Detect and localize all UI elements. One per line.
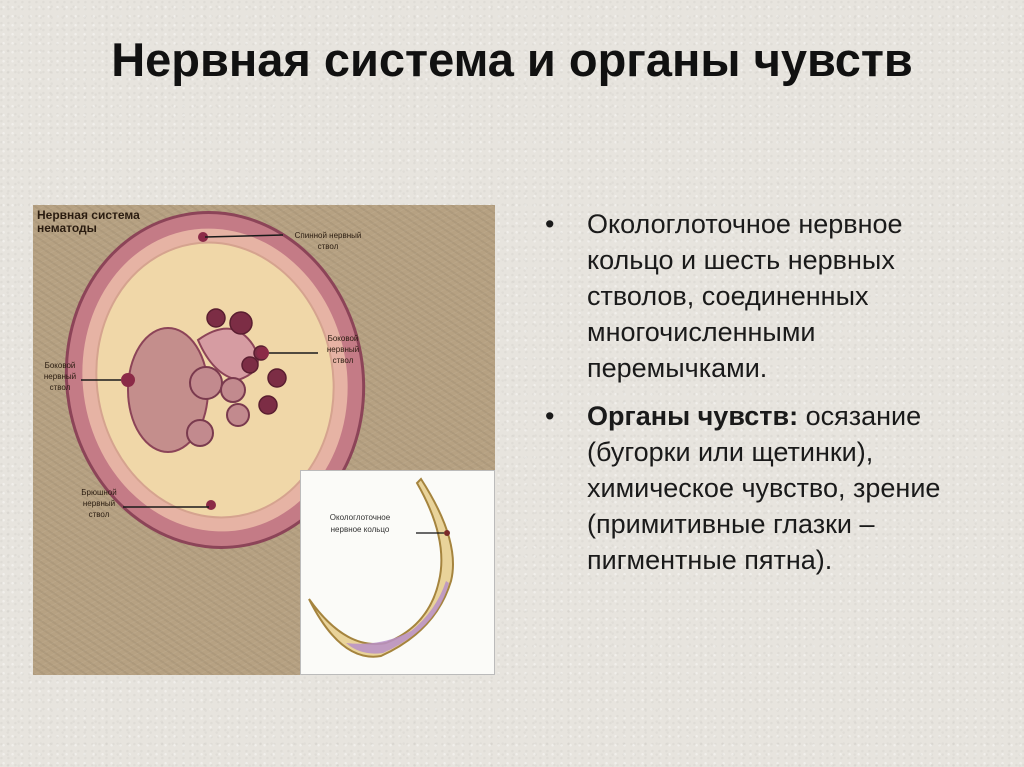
whole-body-drawing: [301, 471, 494, 674]
bullet-item-nervous-system: [545, 206, 985, 386]
ventral-nerve: [206, 500, 216, 510]
bullet-text: Окологлоточное нервное кольцо и шесть нервных стволов, соединенных многочисленными перемычками.: [587, 209, 903, 383]
figure-title: Нервная система нематоды: [37, 208, 140, 235]
worm-body: [309, 479, 453, 657]
bullet-marker: •: [545, 401, 555, 431]
ventral-nerve-label: Брюшной нервный ствол: [81, 488, 117, 519]
slide-title: Нервная система и органы чувств: [111, 33, 913, 86]
bullet-item-sense-organs: [545, 398, 985, 578]
bullet-text: осязание (бугорки или щетинки), химическое чувство, зрение (примитивные глазки – пигментные пятна).: [587, 401, 941, 575]
nematode-whole-body-figure: [300, 470, 495, 675]
nerve-ring-label: Окологлоточное нервное кольцо: [329, 513, 391, 534]
lateral-nerve-right: [257, 347, 269, 359]
nerve-ring: [444, 530, 450, 536]
bullet-list: [545, 206, 985, 590]
dorsal-nerve-label: Спинной нервный ствол: [294, 231, 362, 251]
bullet-marker: •: [545, 209, 555, 239]
lateral-left-nerve-label: Боковой нервный ствол: [43, 361, 77, 392]
lateral-right-nerve-label: Боковой нервный ствол: [326, 334, 360, 365]
lateral-nerve-left: [121, 373, 135, 387]
bullet-heading: Органы чувств:: [587, 401, 799, 431]
